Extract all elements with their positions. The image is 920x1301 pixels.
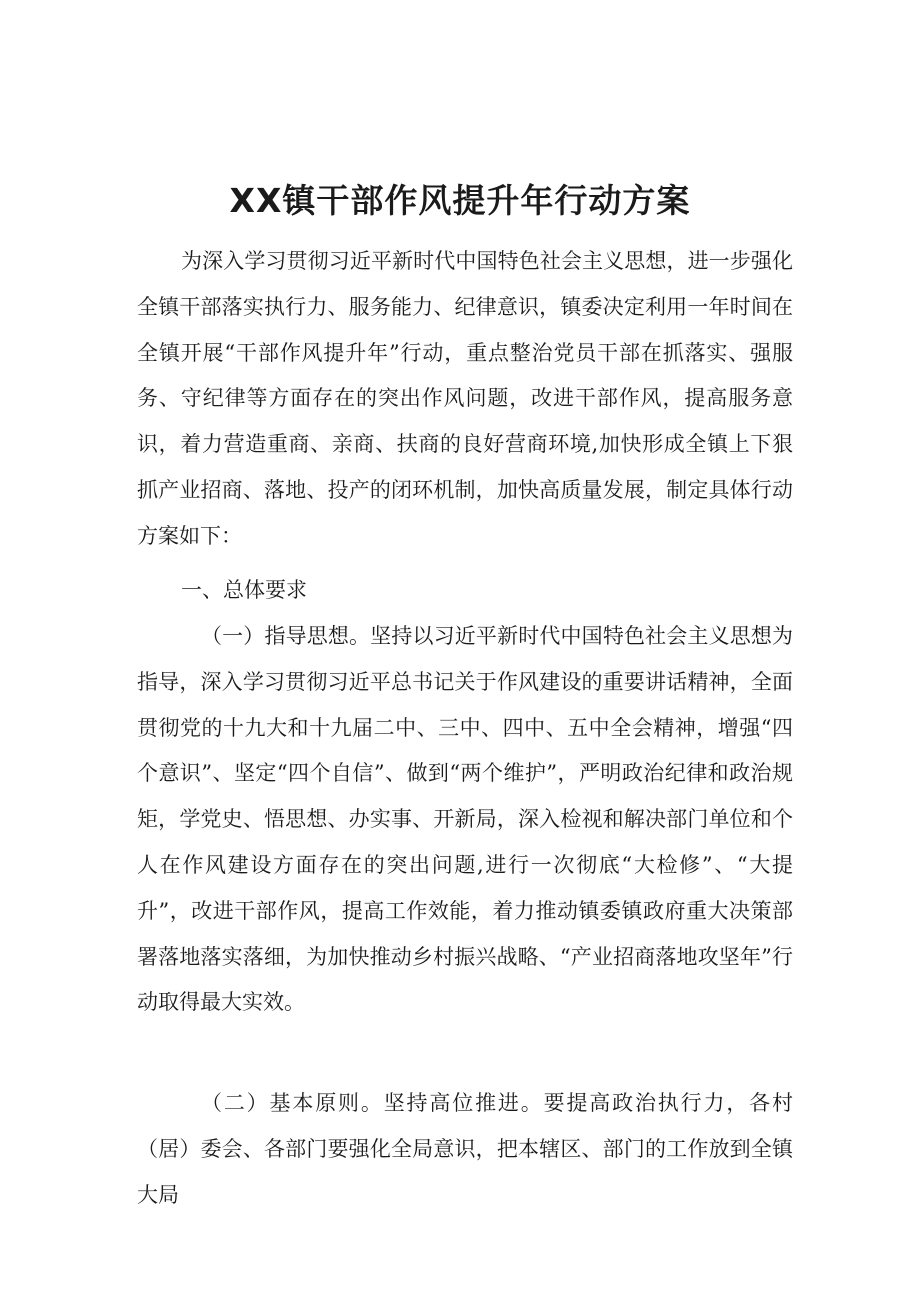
section-heading: 一、总体要求 bbox=[181, 578, 307, 602]
guiding-thought-paragraph: （一）指导思想。坚持以习近平新时代中国特色社会主义思想为指导，深入学习贯彻习近平总书记关于作风建设的重要讲话精神，全面贯彻党的十九大和十九届二中、三中、四中、五中全会精神，增强“四个意识”、坚定“四个自信”、做到“两个维护”，严明政治纪律和政治规矩，学党史、悟思想、办实事、开新局，深入检视和解决部门单位和个人在作风建设方面存在的突出问题,进行一次彻底“大检修”、“大提升”，改进干部作风，提高工作效能，着力推动镇委镇政府重大决策部署落地落实落细，为加快推动乡村振兴战略、“产业招商落地攻坚年”行动取得最大实效。 bbox=[137, 624, 793, 1015]
document-title: XX镇干部作风提升年行动方案 bbox=[229, 181, 691, 220]
intro-paragraph: 为深入学习贯彻习近平新时代中国特色社会主义思想，进一步强化全镇干部落实执行力、服务能力、纪律意识，镇委决定利用一年时间在全镇开展“干部作风提升年”行动，重点整治党员干部在抓落实、强服务、守纪律等方面存在的突出作风问题，改进干部作风，提高服务意识，着力营造重商、亲商、扶商的良好营商环境,加快形成全镇上下狠抓产业招商、落地、投产的闭环机制，加快高质量发展，制定具体行动方案如下： bbox=[137, 249, 793, 548]
basic-principles-paragraph: （二）基本原则。坚持高位推进。要提高政治执行力，各村（居）委会、各部门要强化全局意识，把本辖区、部门的工作放到全镇大局 bbox=[137, 1091, 793, 1207]
